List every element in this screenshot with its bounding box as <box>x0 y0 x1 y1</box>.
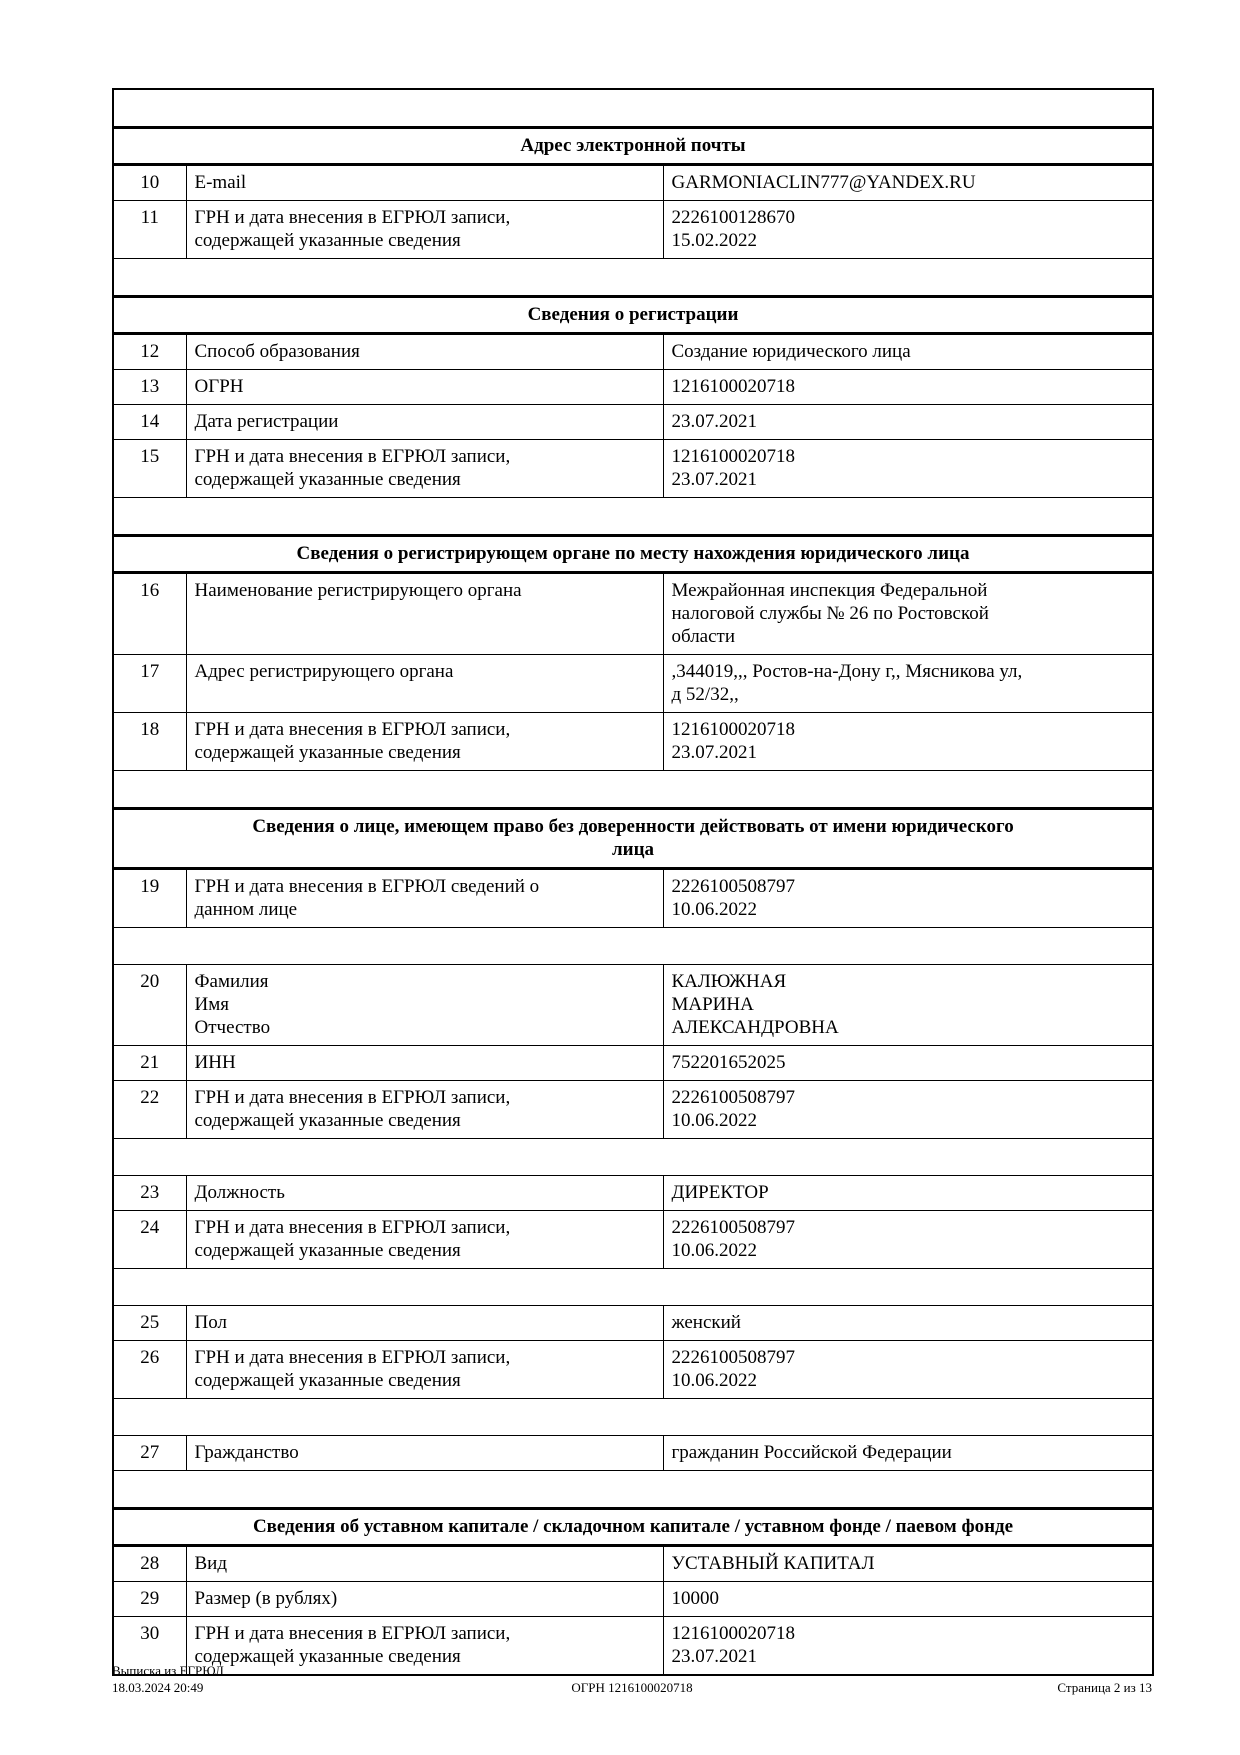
table-row <box>113 1436 1153 1471</box>
section-header-row <box>113 536 1153 573</box>
section-header-row <box>113 128 1153 165</box>
row-value: 2226100508797 10.06.2022 <box>663 869 1153 928</box>
row-value: женский <box>663 1306 1153 1341</box>
row-value: Межрайонная инспекция Федеральной налоговой службы № 26 по Ростовской области <box>663 573 1153 655</box>
table-row <box>113 370 1153 405</box>
row-label: Наименование регистрирующего органа <box>186 573 663 655</box>
table-row <box>113 165 1153 201</box>
row-number: 22 <box>113 1081 186 1139</box>
section-header: Сведения о регистрирующем органе по месту нахождения юридического лица <box>113 536 1153 573</box>
spacer-row <box>113 1139 1153 1176</box>
row-label: ГРН и дата внесения в ЕГРЮЛ записи, содержащей указанные сведения <box>186 1617 663 1676</box>
row-value: КАЛЮЖНАЯ МАРИНА АЛЕКСАНДРОВНА <box>663 965 1153 1046</box>
spacer-row <box>113 259 1153 297</box>
section-header: Сведения о лице, имеющем право без доверенности действовать от имени юридического лица <box>113 809 1153 869</box>
spacer-cell <box>113 1269 1153 1306</box>
section-header: Сведения об уставном капитале / складочном капитале / уставном фонде / паевом фонде <box>113 1509 1153 1546</box>
row-label: Размер (в рублях) <box>186 1582 663 1617</box>
row-label: ГРН и дата внесения в ЕГРЮЛ записи, содержащей указанные сведения <box>186 713 663 771</box>
footer-timestamp: 18.03.2024 20:49 <box>112 1680 204 1695</box>
row-label: E-mail <box>186 165 663 201</box>
spacer-cell <box>113 771 1153 809</box>
row-number: 26 <box>113 1341 186 1399</box>
row-label: Адрес регистрирующего органа <box>186 655 663 713</box>
row-label: ГРН и дата внесения в ЕГРЮЛ записи, содержащей указанные сведения <box>186 1081 663 1139</box>
row-number: 29 <box>113 1582 186 1617</box>
footer-doc-title: Выписка из ЕГРЮЛ <box>112 1663 224 1678</box>
table-row <box>113 334 1153 370</box>
row-label: Вид <box>186 1546 663 1582</box>
table-row <box>113 1341 1153 1399</box>
row-label: ОГРН <box>186 370 663 405</box>
row-label: ГРН и дата внесения в ЕГРЮЛ записи, содержащей указанные сведения <box>186 1211 663 1269</box>
row-label: ИНН <box>186 1046 663 1081</box>
row-number: 16 <box>113 573 186 655</box>
row-value: 2226100508797 10.06.2022 <box>663 1341 1153 1399</box>
row-label: Фамилия Имя Отчество <box>186 965 663 1046</box>
row-value: УСТАВНЫЙ КАПИТАЛ <box>663 1546 1153 1582</box>
section-header: Адрес электронной почты <box>113 128 1153 165</box>
egrul-table <box>112 88 1154 1676</box>
table-row <box>113 1081 1153 1139</box>
table-row <box>113 440 1153 498</box>
row-value: Создание юридического лица <box>663 334 1153 370</box>
spacer-row <box>113 928 1153 965</box>
spacer-row <box>113 1269 1153 1306</box>
table-row <box>113 655 1153 713</box>
section-header-row <box>113 297 1153 334</box>
table-row <box>113 201 1153 259</box>
row-number: 18 <box>113 713 186 771</box>
row-value: 2226100508797 10.06.2022 <box>663 1211 1153 1269</box>
spacer-cell <box>113 1139 1153 1176</box>
table-row <box>113 1546 1153 1582</box>
table-row <box>113 1211 1153 1269</box>
row-number: 20 <box>113 965 186 1046</box>
spacer-cell <box>113 1399 1153 1436</box>
row-label: Должность <box>186 1176 663 1211</box>
footer-doc-info <box>112 1662 459 1696</box>
table-row <box>113 1582 1153 1617</box>
row-value: 752201652025 <box>663 1046 1153 1081</box>
section-header-row <box>113 1509 1153 1546</box>
spacer-row <box>113 89 1153 128</box>
row-value: 1216100020718 23.07.2021 <box>663 713 1153 771</box>
row-label: Способ образования <box>186 334 663 370</box>
row-value: 1216100020718 23.07.2021 <box>663 440 1153 498</box>
spacer-cell <box>113 259 1153 297</box>
table-row <box>113 713 1153 771</box>
row-value: GARMONIACLIN777@YANDEX.RU <box>663 165 1153 201</box>
row-value: 2226100128670 15.02.2022 <box>663 201 1153 259</box>
row-label: Дата регистрации <box>186 405 663 440</box>
table-row <box>113 573 1153 655</box>
spacer-row <box>113 1471 1153 1509</box>
row-number: 11 <box>113 201 186 259</box>
row-value: 1216100020718 <box>663 370 1153 405</box>
table-row <box>113 1176 1153 1211</box>
row-value: 23.07.2021 <box>663 405 1153 440</box>
row-value: 10000 <box>663 1582 1153 1617</box>
row-number: 27 <box>113 1436 186 1471</box>
row-value: ,344019,,, Ростов-на-Дону г,, Мясникова ул, д 52/32,, <box>663 655 1153 713</box>
row-number: 21 <box>113 1046 186 1081</box>
row-number: 12 <box>113 334 186 370</box>
row-label: ГРН и дата внесения в ЕГРЮЛ записи, содержащей указанные сведения <box>186 1341 663 1399</box>
table-row <box>113 869 1153 928</box>
row-number: 15 <box>113 440 186 498</box>
spacer-cell <box>113 498 1153 536</box>
spacer-cell <box>113 1471 1153 1509</box>
row-number: 24 <box>113 1211 186 1269</box>
row-number: 17 <box>113 655 186 713</box>
row-number: 19 <box>113 869 186 928</box>
row-label: Гражданство <box>186 1436 663 1471</box>
row-number: 25 <box>113 1306 186 1341</box>
row-label: ГРН и дата внесения в ЕГРЮЛ записи, содержащей указанные сведения <box>186 201 663 259</box>
row-value: 2226100508797 10.06.2022 <box>663 1081 1153 1139</box>
row-number: 14 <box>113 405 186 440</box>
section-header: Сведения о регистрации <box>113 297 1153 334</box>
egrul-table-body <box>113 89 1153 1675</box>
spacer-row <box>113 771 1153 809</box>
row-number: 28 <box>113 1546 186 1582</box>
row-value: ДИРЕКТОР <box>663 1176 1153 1211</box>
row-label: ГРН и дата внесения в ЕГРЮЛ записи, содержащей указанные сведения <box>186 440 663 498</box>
footer-ogrn: ОГРН 1216100020718 <box>571 1680 693 1695</box>
footer-page-number: Страница 2 из 13 <box>1057 1680 1153 1695</box>
spacer-cell <box>113 928 1153 965</box>
table-row <box>113 965 1153 1046</box>
table-row <box>113 1046 1153 1081</box>
spacer-cell <box>113 89 1153 128</box>
row-number: 10 <box>113 165 186 201</box>
row-value: 1216100020718 23.07.2021 <box>663 1617 1153 1676</box>
table-row <box>113 405 1153 440</box>
row-number: 30 <box>113 1617 186 1676</box>
row-number: 23 <box>113 1176 186 1211</box>
row-number: 13 <box>113 370 186 405</box>
spacer-row <box>113 1399 1153 1436</box>
section-header-row <box>113 809 1153 869</box>
spacer-row <box>113 498 1153 536</box>
page-footer <box>112 1662 1152 1696</box>
table-row <box>113 1306 1153 1341</box>
row-label: ГРН и дата внесения в ЕГРЮЛ сведений о данном лице <box>186 869 663 928</box>
row-label: Пол <box>186 1306 663 1341</box>
row-value: гражданин Российской Федерации <box>663 1436 1153 1471</box>
